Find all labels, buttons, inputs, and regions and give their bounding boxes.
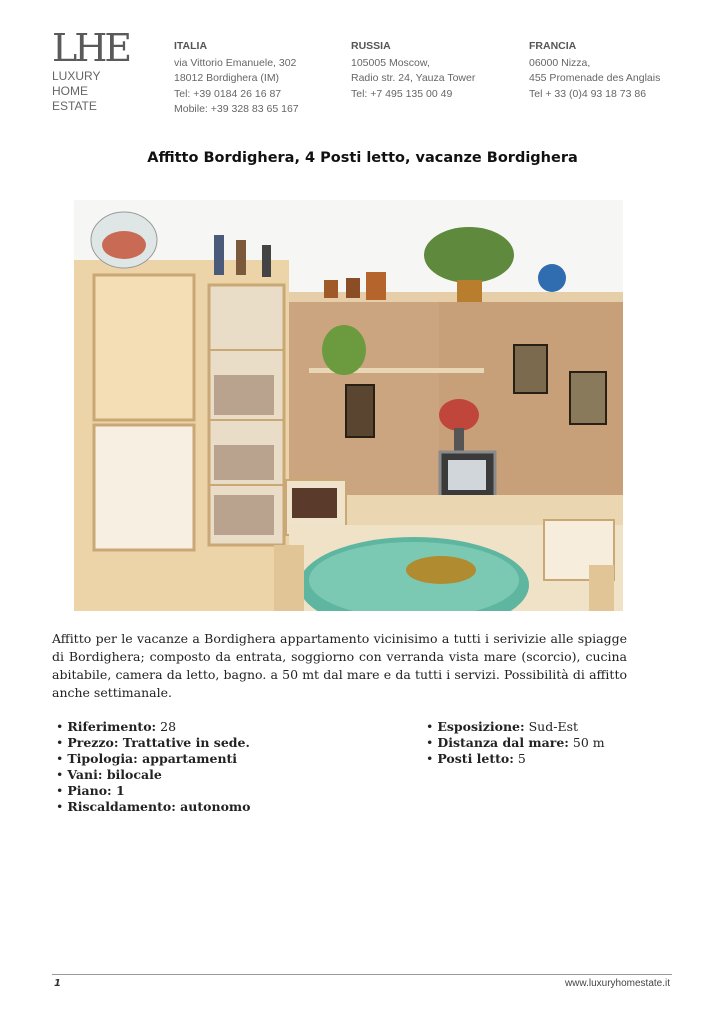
page-number: 1 (54, 978, 61, 989)
list-item: • Posti letto: 5 (426, 751, 526, 766)
details-list-right (426, 719, 605, 767)
office-phone: Tel: +39 0184 26 16 87 (174, 87, 282, 100)
logo-line: LUXURY (52, 69, 101, 83)
detail-label: Vani: bilocale (67, 767, 162, 782)
logo-line: ESTATE (52, 99, 97, 113)
list-item: • Vani: bilocale (56, 767, 162, 782)
office-address-line: 06000 Nizza, (529, 56, 591, 69)
office-russia (351, 39, 475, 102)
list-item: • Prezzo: Trattative in sede. (56, 735, 250, 750)
detail-label: Distanza dal mare: (437, 735, 569, 750)
listing-title: Affitto Bordighera, 4 Posti letto, vacanze Bordighera (147, 150, 578, 166)
detail-value: 28 (156, 719, 177, 734)
logo-mark: LHE (52, 26, 130, 70)
list-item: • Esposizione: Sud-Est (426, 719, 579, 734)
detail-value: 50 m (568, 735, 605, 750)
office-country: RUSSIA (351, 40, 391, 52)
detail-value: Sud-Est (524, 719, 579, 734)
office-address-line: 455 Promenade des Anglais (529, 72, 661, 84)
listing-description: Affitto per le vacanze a Bordighera appartamento vicinisimo a tutti i serivizie alle spiagge di Bordighera; composto da entrata, soggiorno con verranda vista mare (scorcio), cucina abitabile, camera da letto, bagno. a 50 mt dal mare e da tutti i servizi. Possibilità di affitto anche settimanale. (52, 631, 627, 700)
footer-website-link[interactable]: www.luxuryhomestate.it (564, 978, 670, 989)
office-country: ITALIA (174, 40, 208, 52)
detail-label: Tipologia: appartamenti (67, 751, 238, 766)
list-item: • Tipologia: appartamenti (56, 751, 238, 766)
detail-value: 5 (513, 751, 526, 766)
company-logo (52, 28, 132, 113)
office-address-line: Radio str. 24, Yauza Tower (351, 72, 476, 84)
office-address-line: 18012 Bordighera (IM) (174, 72, 280, 84)
property-photo (74, 200, 623, 611)
logo-line: HOME (52, 84, 88, 98)
office-mobile: Mobile: +39 328 83 65 167 (174, 103, 299, 115)
office-francia (529, 39, 660, 102)
office-italia (174, 39, 299, 118)
detail-label: Prezzo: Trattative in sede. (67, 735, 250, 750)
office-phone: Tel + 33 (0)4 93 18 73 86 (529, 87, 647, 100)
detail-label: Riscaldamento: autonomo (67, 799, 251, 814)
details-list-left (56, 719, 250, 815)
office-address-line: via Vittorio Emanuele, 302 (174, 56, 297, 69)
office-address-line: 105005 Moscow, (351, 56, 430, 69)
detail-label: Piano: 1 (67, 783, 125, 798)
detail-label: Posti letto: (437, 751, 514, 766)
list-item: • Riscaldamento: autonomo (56, 799, 251, 814)
office-country: FRANCIA (529, 40, 577, 52)
office-phone: Tel: +7 495 135 00 49 (351, 87, 453, 100)
detail-label: Esposizione: (437, 719, 525, 734)
list-item: • Distanza dal mare: 50 m (426, 735, 605, 750)
footer-divider (52, 974, 672, 975)
list-item: • Riferimento: 28 (56, 719, 177, 734)
detail-label: Riferimento: (67, 719, 157, 734)
list-item: • Piano: 1 (56, 783, 125, 798)
